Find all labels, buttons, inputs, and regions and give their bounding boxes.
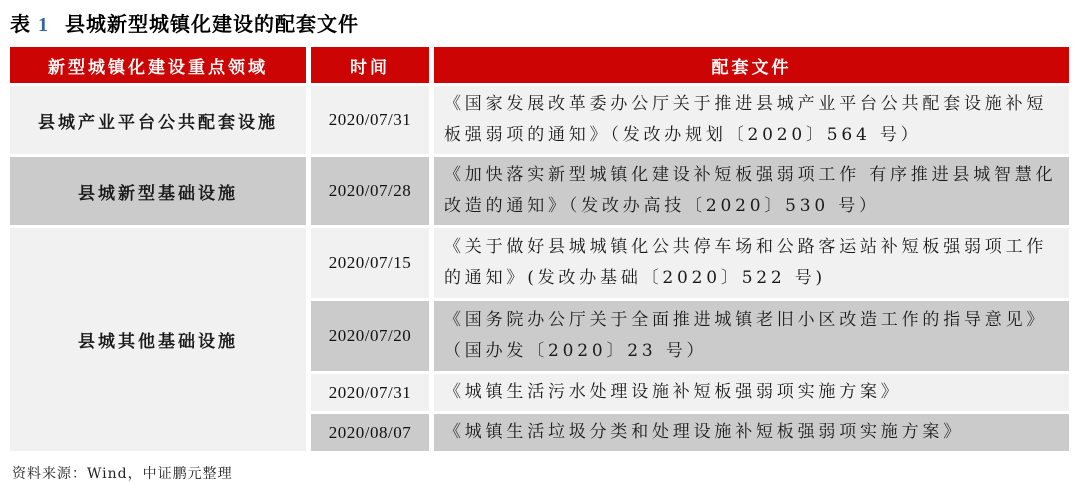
source-note: 资料来源：Wind，中证鹏元整理 bbox=[12, 466, 233, 482]
document-cell: 《国家发展改革委办公厅关于推进县城产业平台公共配套设施补短板强弱项的通知》（发改办规划〔2020〕564 号） bbox=[434, 86, 1069, 154]
table-caption-prefix: 表 bbox=[10, 12, 31, 36]
column-header-document: 配套文件 bbox=[434, 47, 1069, 83]
document-cell: 《城镇生活污水处理设施补短板强弱项实施方案》 bbox=[434, 374, 1069, 411]
column-header-date: 时间 bbox=[311, 47, 429, 83]
table-header-row bbox=[10, 47, 1069, 83]
document-cell: 《加快落实新型城镇化建设补短板强弱项工作 有序推进县城智慧化改造的通知》（发改办高技〔2020〕530 号） bbox=[434, 157, 1069, 225]
table-row bbox=[10, 157, 1069, 225]
table-row bbox=[10, 228, 1069, 298]
area-cell-merged: 县城其他基础设施 bbox=[10, 228, 306, 451]
date-cell: 2020/07/28 bbox=[311, 157, 429, 225]
document-cell: 《关于做好县城城镇化公共停车场和公路客运站补短板强弱项工作的通知》(发改办基础〔2020〕522 号) bbox=[434, 228, 1069, 298]
table-row bbox=[10, 86, 1069, 154]
area-cell: 县城产业平台公共配套设施 bbox=[10, 86, 306, 154]
date-cell: 2020/07/31 bbox=[311, 374, 429, 411]
date-cell: 2020/07/15 bbox=[311, 228, 429, 298]
document-cell: 《城镇生活垃圾分类和处理设施补短板强弱项实施方案》 bbox=[434, 414, 1069, 451]
date-cell: 2020/08/07 bbox=[311, 414, 429, 451]
table-caption bbox=[10, 8, 1072, 37]
table-number: 1 bbox=[38, 14, 49, 36]
date-cell: 2020/07/31 bbox=[311, 86, 429, 154]
date-cell: 2020/07/20 bbox=[311, 301, 429, 371]
table-caption-text: 县城新型城镇化建设的配套文件 bbox=[65, 12, 359, 36]
supporting-documents-table bbox=[5, 44, 1074, 454]
column-header-key-area: 新型城镇化建设重点领域 bbox=[10, 47, 306, 83]
document-cell: 《国务院办公厅关于全面推进城镇老旧小区改造工作的指导意见》（国办发〔2020〕23 号） bbox=[434, 301, 1069, 371]
area-cell: 县城新型基础设施 bbox=[10, 157, 306, 225]
